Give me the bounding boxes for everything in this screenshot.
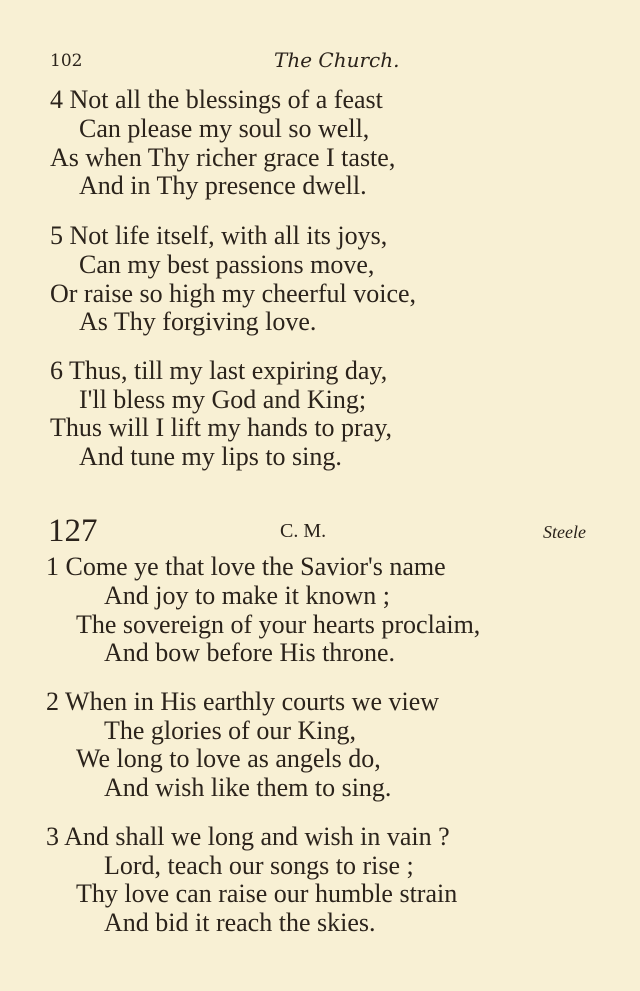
verse-line: We long to love as angels do, bbox=[76, 744, 381, 773]
hymn-number: 127 bbox=[48, 513, 98, 549]
verse-line: As when Thy richer grace I taste, bbox=[50, 143, 396, 172]
page-header bbox=[0, 48, 640, 72]
verse-line: And wish like them to sing. bbox=[104, 773, 392, 802]
verse-line: And in Thy presence dwell. bbox=[79, 171, 367, 200]
verse-line: 4 Not all the blessings of a feast bbox=[50, 85, 383, 114]
verse-line: Can my best passions move, bbox=[79, 250, 375, 279]
verse-line: And tune my lips to sing. bbox=[79, 442, 342, 471]
hymn-meter: C. M. bbox=[280, 520, 327, 542]
verse-line: The sovereign of your hearts proclaim, bbox=[76, 610, 481, 639]
verse-line: Or raise so high my cheerful voice, bbox=[50, 279, 417, 308]
verse-line: 3 And shall we long and wish in vain ? bbox=[46, 822, 450, 851]
verse-line: As Thy forgiving love. bbox=[79, 307, 317, 336]
verse-line: And joy to make it known ; bbox=[104, 581, 390, 610]
verse-line: Thy love can raise our humble strain bbox=[76, 879, 458, 908]
verse-line: The glories of our King, bbox=[104, 716, 357, 745]
hymn-author: Steele bbox=[543, 522, 586, 542]
verse-line: 2 When in His earthly courts we view bbox=[46, 687, 440, 716]
verse-line: 6 Thus, till my last expiring day, bbox=[50, 356, 388, 385]
verse-line: And bow before His throne. bbox=[104, 638, 395, 667]
verse-line: Can please my soul so well, bbox=[79, 114, 370, 143]
running-title: The Church. bbox=[274, 48, 400, 72]
page-number: 102 bbox=[50, 51, 83, 71]
verse-line: Lord, teach our songs to rise ; bbox=[104, 851, 414, 880]
verse-line: 1 Come ye that love the Savior's name bbox=[46, 552, 446, 581]
verse-line: I'll bless my God and King; bbox=[79, 385, 367, 414]
verse-line: And bid it reach the skies. bbox=[104, 908, 376, 937]
verse-line: Thus will I lift my hands to pray, bbox=[50, 413, 393, 442]
verse-line: 5 Not life itself, with all its joys, bbox=[50, 221, 388, 250]
